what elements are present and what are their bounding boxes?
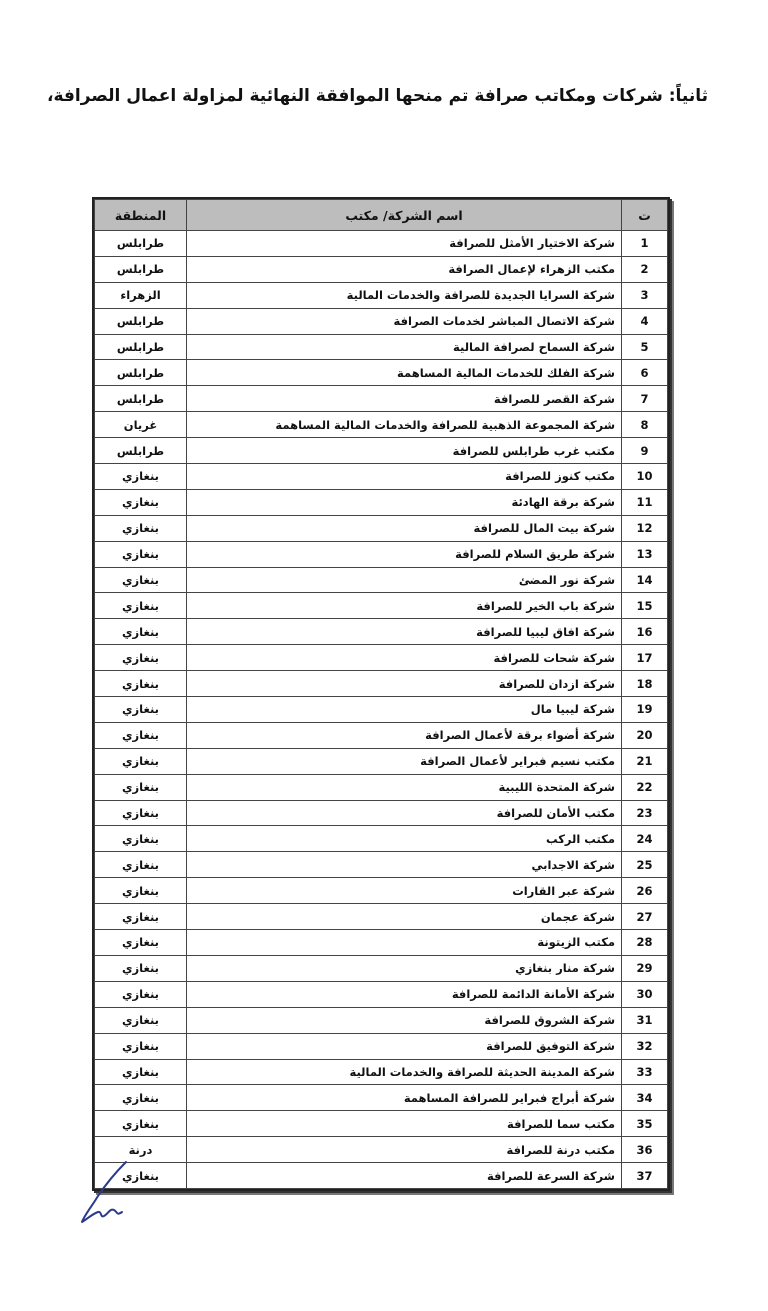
company-name: شركة عبر القارات xyxy=(187,878,622,904)
company-name: شركة بيت المال للصرافة xyxy=(187,515,622,541)
table-body xyxy=(95,231,668,1189)
region: بنغازي xyxy=(95,489,187,515)
company-name: شركة الاجدابي xyxy=(187,852,622,878)
page-title: ثانياً: شركات ومكاتب صرافة تم منحها الموافقة النهائية لمزاولة اعمال الصرافة، xyxy=(47,86,708,106)
row-number: 11 xyxy=(622,489,668,515)
region: طرابلس xyxy=(95,308,187,334)
table-row xyxy=(95,774,668,800)
row-number: 23 xyxy=(622,800,668,826)
header-region: المنطقة xyxy=(95,200,187,231)
company-name: شركة الاختيار الأمثل للصرافة xyxy=(187,231,622,257)
region: غريان xyxy=(95,412,187,438)
region: طرابلس xyxy=(95,334,187,360)
region: بنغازي xyxy=(95,697,187,723)
region: بنغازي xyxy=(95,464,187,490)
row-number: 37 xyxy=(622,1163,668,1189)
row-number: 19 xyxy=(622,697,668,723)
region: بنغازي xyxy=(95,748,187,774)
company-name: مكتب درنة للصرافة xyxy=(187,1137,622,1163)
region: بنغازي xyxy=(95,930,187,956)
table-row xyxy=(95,1059,668,1085)
company-name: شركة باب الخير للصرافة xyxy=(187,593,622,619)
region: بنغازي xyxy=(95,1059,187,1085)
table-row xyxy=(95,826,668,852)
row-number: 33 xyxy=(622,1059,668,1085)
region: درنة xyxy=(95,1137,187,1163)
table-row xyxy=(95,748,668,774)
header-number: ت xyxy=(622,200,668,231)
region: بنغازي xyxy=(95,619,187,645)
row-number: 31 xyxy=(622,1007,668,1033)
table-row xyxy=(95,308,668,334)
company-name: مكتب الأمان للصرافة xyxy=(187,800,622,826)
table-row xyxy=(95,438,668,464)
table-row xyxy=(95,981,668,1007)
company-name: مكتب الزهراء لإعمال الصرافة xyxy=(187,256,622,282)
table-row xyxy=(95,671,668,697)
company-name: مكتب سما للصرافة xyxy=(187,1111,622,1137)
region: بنغازي xyxy=(95,1007,187,1033)
company-name: مكتب كنوز للصرافة xyxy=(187,464,622,490)
row-number: 20 xyxy=(622,722,668,748)
companies-table-frame xyxy=(92,197,670,1191)
region: بنغازي xyxy=(95,1085,187,1111)
table-row xyxy=(95,515,668,541)
table-row xyxy=(95,722,668,748)
company-name: شركة شحات للصرافة xyxy=(187,645,622,671)
table-row xyxy=(95,231,668,257)
region: طرابلس xyxy=(95,386,187,412)
table-row xyxy=(95,878,668,904)
company-name: مكتب غرب طرابلس للصرافة xyxy=(187,438,622,464)
region: طرابلس xyxy=(95,231,187,257)
row-number: 17 xyxy=(622,645,668,671)
region: بنغازي xyxy=(95,593,187,619)
company-name: مكتب الزيتونة xyxy=(187,930,622,956)
row-number: 2 xyxy=(622,256,668,282)
table-row xyxy=(95,852,668,878)
table-row xyxy=(95,904,668,930)
region: بنغازي xyxy=(95,981,187,1007)
region: بنغازي xyxy=(95,515,187,541)
company-name: مكتب الركب xyxy=(187,826,622,852)
company-name: شركة السرعة للصرافة xyxy=(187,1163,622,1189)
row-number: 9 xyxy=(622,438,668,464)
region: بنغازي xyxy=(95,645,187,671)
row-number: 21 xyxy=(622,748,668,774)
table-row xyxy=(95,930,668,956)
company-name: شركة السماح لصرافة المالية xyxy=(187,334,622,360)
region: بنغازي xyxy=(95,878,187,904)
company-name: شركة المجموعة الذهبية للصرافة والخدمات المالية المساهمة xyxy=(187,412,622,438)
table-row xyxy=(95,1033,668,1059)
row-number: 7 xyxy=(622,386,668,412)
region: بنغازي xyxy=(95,567,187,593)
region: بنغازي xyxy=(95,541,187,567)
table-row xyxy=(95,489,668,515)
company-name: شركة نور المضئ xyxy=(187,567,622,593)
row-number: 13 xyxy=(622,541,668,567)
row-number: 34 xyxy=(622,1085,668,1111)
row-number: 8 xyxy=(622,412,668,438)
region: الزهراء xyxy=(95,282,187,308)
region: بنغازي xyxy=(95,904,187,930)
table-row xyxy=(95,1111,668,1137)
table-row xyxy=(95,800,668,826)
table-row xyxy=(95,256,668,282)
region: بنغازي xyxy=(95,774,187,800)
company-name: شركة ليبيا مال xyxy=(187,697,622,723)
company-name: شركة عجمان xyxy=(187,904,622,930)
company-name: شركة منار بنغازي xyxy=(187,955,622,981)
table-row xyxy=(95,541,668,567)
table-row xyxy=(95,282,668,308)
row-number: 30 xyxy=(622,981,668,1007)
company-name: شركة المتحدة الليبية xyxy=(187,774,622,800)
region: بنغازي xyxy=(95,671,187,697)
company-name: شركة الأمانة الدائمة للصرافة xyxy=(187,981,622,1007)
row-number: 24 xyxy=(622,826,668,852)
table-header-row xyxy=(95,200,668,231)
table-row xyxy=(95,1137,668,1163)
row-number: 4 xyxy=(622,308,668,334)
company-name: شركة الفلك للخدمات المالية المساهمة xyxy=(187,360,622,386)
row-number: 25 xyxy=(622,852,668,878)
region: بنغازي xyxy=(95,1033,187,1059)
table-row xyxy=(95,619,668,645)
row-number: 22 xyxy=(622,774,668,800)
row-number: 16 xyxy=(622,619,668,645)
company-name: شركة المدينة الحديثة للصرافة والخدمات المالية xyxy=(187,1059,622,1085)
company-name: مكتب نسيم فبراير لأعمال الصرافة xyxy=(187,748,622,774)
row-number: 10 xyxy=(622,464,668,490)
table-row xyxy=(95,386,668,412)
region: بنغازي xyxy=(95,722,187,748)
region: طرابلس xyxy=(95,438,187,464)
row-number: 6 xyxy=(622,360,668,386)
table-row xyxy=(95,360,668,386)
row-number: 1 xyxy=(622,231,668,257)
company-name: شركة التوفيق للصرافة xyxy=(187,1033,622,1059)
region: بنغازي xyxy=(95,852,187,878)
row-number: 28 xyxy=(622,930,668,956)
table-row xyxy=(95,1163,668,1189)
company-name: شركة طريق السلام للصرافة xyxy=(187,541,622,567)
row-number: 14 xyxy=(622,567,668,593)
region: طرابلس xyxy=(95,360,187,386)
table-row xyxy=(95,334,668,360)
table-row xyxy=(95,645,668,671)
row-number: 5 xyxy=(622,334,668,360)
table-row xyxy=(95,1085,668,1111)
company-name: شركة الشروق للصرافة xyxy=(187,1007,622,1033)
company-name: شركة افاق ليبيا للصرافة xyxy=(187,619,622,645)
row-number: 26 xyxy=(622,878,668,904)
region: طرابلس xyxy=(95,256,187,282)
table-row xyxy=(95,567,668,593)
row-number: 29 xyxy=(622,955,668,981)
company-name: شركة برقة الهادئة xyxy=(187,489,622,515)
region: بنغازي xyxy=(95,826,187,852)
row-number: 27 xyxy=(622,904,668,930)
row-number: 12 xyxy=(622,515,668,541)
company-name: شركة السرايا الجديدة للصرافة والخدمات المالية xyxy=(187,282,622,308)
company-name: شركة القصر للصرافة xyxy=(187,386,622,412)
table-row xyxy=(95,955,668,981)
table-row xyxy=(95,464,668,490)
row-number: 3 xyxy=(622,282,668,308)
signature-mark xyxy=(76,1160,136,1230)
row-number: 32 xyxy=(622,1033,668,1059)
region: بنغازي xyxy=(95,800,187,826)
company-name: شركة أضواء برقة لأعمال الصرافة xyxy=(187,722,622,748)
company-name: شركة الاتصال المباشر لخدمات الصرافة xyxy=(187,308,622,334)
table-row xyxy=(95,1007,668,1033)
company-name: شركة أبراج فبراير للصرافة المساهمة xyxy=(187,1085,622,1111)
table-row xyxy=(95,697,668,723)
companies-table xyxy=(94,199,668,1189)
header-company-name: اسم الشركة/ مكتب xyxy=(187,200,622,231)
company-name: شركة ازدان للصرافة xyxy=(187,671,622,697)
row-number: 18 xyxy=(622,671,668,697)
region: بنغازي xyxy=(95,955,187,981)
row-number: 15 xyxy=(622,593,668,619)
row-number: 35 xyxy=(622,1111,668,1137)
region: بنغازي xyxy=(95,1111,187,1137)
table-row xyxy=(95,593,668,619)
region: بنغازي xyxy=(95,1163,187,1189)
row-number: 36 xyxy=(622,1137,668,1163)
table-row xyxy=(95,412,668,438)
